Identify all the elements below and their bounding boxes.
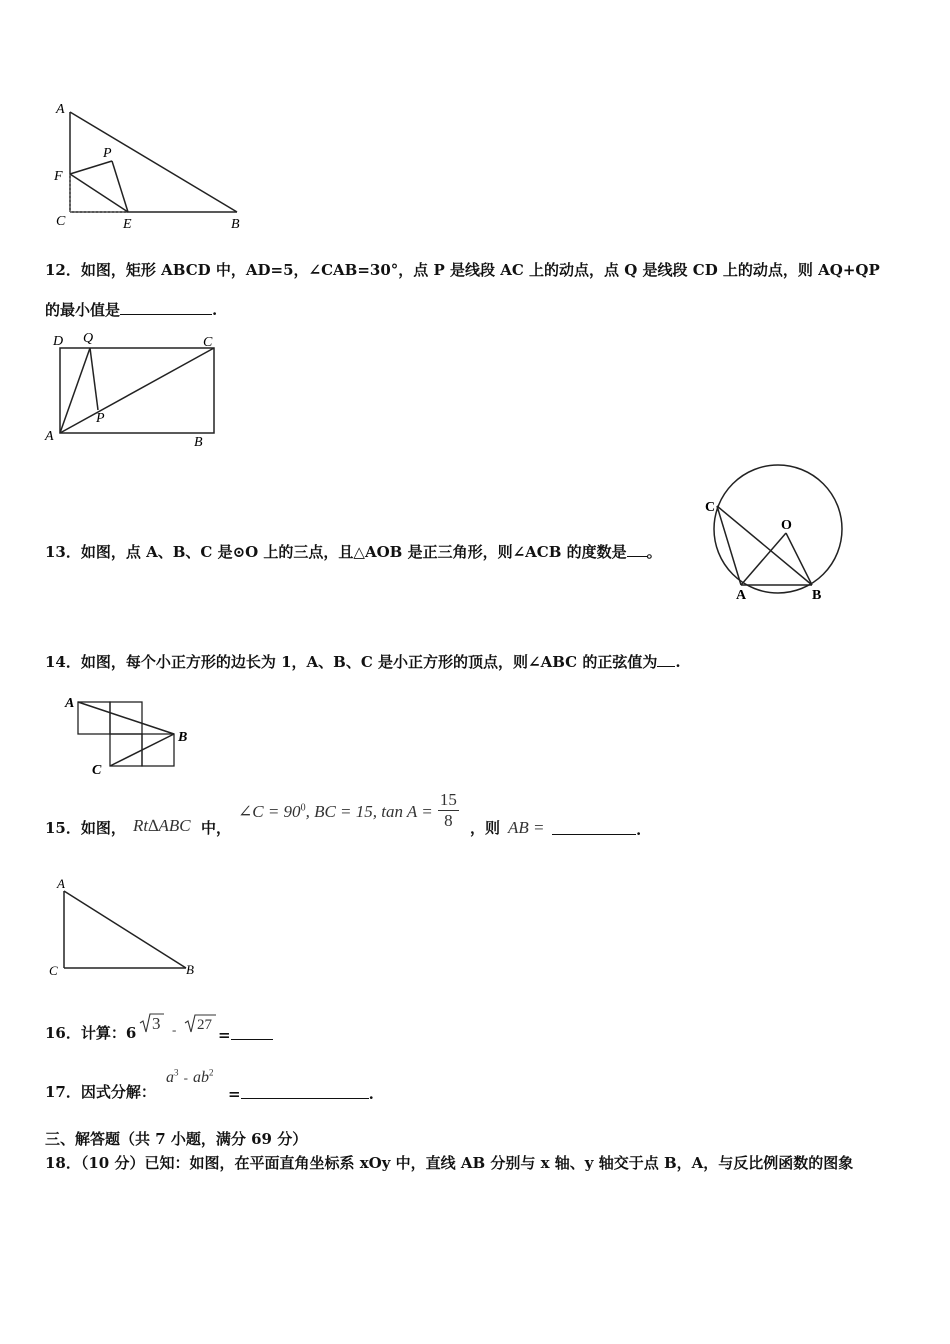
label-C: C (203, 335, 213, 350)
q15-answer-blank[interactable] (552, 818, 636, 835)
label-E: E (123, 217, 132, 232)
q18-text: 18．（10 分）已知：如图，在平面直角坐标系 xOy 中，直线 AB 分别与 x 轴、y 轴交于点 B，A，与反比例函数的图象 (45, 1154, 854, 1172)
section-3-title: 三、解答题（共 7 小题，满分 69 分） (45, 1130, 308, 1148)
q12-line2 (45, 298, 217, 320)
q13-answer-blank[interactable] (627, 540, 647, 557)
label-C: C (92, 763, 102, 778)
label-Q: Q (83, 331, 94, 346)
q16-radicals (138, 1010, 224, 1040)
q15-ab: AB = (508, 818, 545, 837)
q16-rad1: 3 (152, 1014, 161, 1033)
q17-exp2: 2 (209, 1067, 214, 1078)
label-B: B (812, 588, 822, 603)
label-A: A (65, 696, 75, 711)
q17-minus: - (183, 1070, 188, 1085)
label-C: C (56, 214, 66, 229)
label-C: C (49, 963, 58, 978)
q16-minus: - (172, 1022, 177, 1037)
q15-fraction (438, 790, 459, 831)
q13-end: 。 (646, 543, 662, 561)
q15-rt-triangle: Rt∆ABC (133, 816, 191, 835)
label-P: P (96, 411, 105, 426)
label-A: A (45, 429, 54, 444)
q17-prefix: 17．因式分解： (45, 1083, 156, 1101)
label-B: B (178, 730, 188, 745)
figure-q13 (700, 463, 850, 605)
q15-fraction-den: 8 (444, 811, 453, 830)
q16-rad2: 27 (197, 1017, 212, 1033)
label-F: F (54, 169, 63, 184)
label-D: D (53, 334, 64, 349)
q14-answer-blank[interactable] (657, 650, 675, 667)
q17-eq: = (228, 1085, 241, 1103)
q12-line1: 12．如图，矩形 ABCD 中，AD=5，∠CAB=30°，点 P 是线段 AC 上的动点，点 Q 是线段 CD 上的动点，则 AQ+QP (45, 261, 880, 279)
q15-mid: 中， (201, 819, 232, 837)
figure-q14 (60, 692, 200, 782)
q12-end: . (212, 301, 218, 319)
q15-answer-line (552, 818, 641, 840)
q12-answer-blank[interactable] (120, 298, 212, 315)
label-B: B (194, 435, 203, 448)
label-C: C (705, 500, 716, 515)
figure-q15 (45, 874, 205, 980)
q14-text (45, 650, 681, 672)
figure-q12 (42, 328, 222, 448)
q17-answer-line (228, 1082, 374, 1104)
label-A: A (56, 102, 65, 117)
q15-condition (238, 792, 459, 833)
label-P: P (103, 146, 112, 161)
figure-q11 (45, 98, 250, 233)
label-O: O (781, 518, 792, 533)
q15-then: ，则 (470, 819, 501, 837)
q16-prefix: 16．计算：6 (45, 1024, 137, 1042)
q12-prompt: 的最小值是 (45, 301, 121, 319)
q15-fraction-num: 15 (439, 790, 457, 809)
q15-end: . (636, 821, 642, 839)
q17-end: . (368, 1085, 374, 1103)
q15-cond-rest: , BC = 15, tan A = (305, 802, 433, 821)
label-B: B (186, 962, 194, 977)
q13-text (45, 540, 662, 562)
label-A: A (57, 876, 65, 891)
q17-a: a (166, 1069, 174, 1086)
q17-answer-blank[interactable] (241, 1082, 369, 1099)
q16-eq: = (218, 1026, 231, 1044)
q17-ab: ab (193, 1069, 210, 1086)
q17-expression (166, 1067, 214, 1087)
label-A: A (736, 588, 747, 603)
q14-prompt: 14．如图，每个小正方形的边长为 1，A、B、C 是小正方形的顶点，则∠ABC 的正弦值为 (45, 653, 658, 671)
q15-prefix: 15．如图， (45, 819, 126, 837)
label-B: B (231, 217, 240, 232)
q15-cond-degree: 0 (300, 802, 306, 814)
q13-prompt: 13．如图，点 A、B、C 是⊙O 上的三点，且△AOB 是正三角形，则∠ACB 的度数是 (45, 543, 627, 561)
q17-exp3: 3 (174, 1067, 179, 1078)
q16-answer-line (218, 1023, 273, 1045)
q15-cond-angle: ∠C = 90 (238, 802, 301, 821)
q14-end: . (675, 653, 681, 671)
q16-answer-blank[interactable] (231, 1023, 273, 1040)
